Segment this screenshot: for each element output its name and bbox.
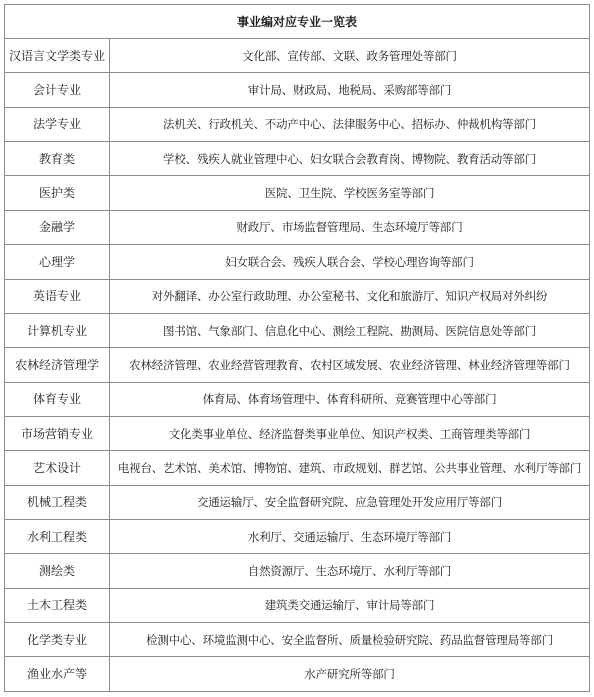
departments-cell: 文化类事业单位、经济监督类事业单位、知识产权类、工商管理类等部门 bbox=[110, 416, 590, 450]
departments-cell: 水利厅、交通运输厅、生态环境厅等部门 bbox=[110, 520, 590, 554]
departments-cell: 法机关、行政机关、不动产中心、法律服务中心、招标办、仲裁机构等部门 bbox=[110, 107, 590, 141]
departments-cell: 审计局、财政局、地税局、采购部等部门 bbox=[110, 73, 590, 107]
table-body bbox=[5, 39, 590, 692]
major-cell: 化学类专业 bbox=[5, 623, 110, 657]
major-cell: 计算机专业 bbox=[5, 313, 110, 347]
major-cell: 土木工程类 bbox=[5, 588, 110, 622]
major-cell: 市场营销专业 bbox=[5, 416, 110, 450]
table-row bbox=[5, 416, 590, 450]
departments-cell: 建筑类交通运输厅、审计局等部门 bbox=[110, 588, 590, 622]
departments-cell: 医院、卫生院、学校医务室等部门 bbox=[110, 176, 590, 210]
departments-cell: 妇女联合会、残疾人联合会、学校心理咨询等部门 bbox=[110, 245, 590, 279]
major-cell: 农林经济管理学 bbox=[5, 348, 110, 382]
departments-cell: 水产研究所等部门 bbox=[110, 657, 590, 692]
major-cell: 心理学 bbox=[5, 245, 110, 279]
major-department-table bbox=[4, 4, 590, 692]
major-cell: 测绘类 bbox=[5, 554, 110, 588]
table-row bbox=[5, 39, 590, 73]
departments-cell: 自然资源厅、生态环境厅、水利厅等部门 bbox=[110, 554, 590, 588]
table-row bbox=[5, 142, 590, 176]
table-row bbox=[5, 245, 590, 279]
departments-cell: 图书馆、气象部门、信息化中心、测绘工程院、勘测局、医院信息处等部门 bbox=[110, 313, 590, 347]
major-cell: 渔业水产等 bbox=[5, 657, 110, 692]
departments-cell: 对外翻译、办公室行政助理、办公室秘书、文化和旅游厅、知识产权局对外纠纷 bbox=[110, 279, 590, 313]
table-row bbox=[5, 210, 590, 244]
table-row bbox=[5, 451, 590, 485]
major-cell: 医护类 bbox=[5, 176, 110, 210]
table-row bbox=[5, 382, 590, 416]
table-row bbox=[5, 623, 590, 657]
major-cell: 水利工程类 bbox=[5, 520, 110, 554]
departments-cell: 电视台、艺术馆、美术馆、博物馆、建筑、市政规划、群艺馆、公共事业管理、水利厅等部门 bbox=[110, 451, 590, 485]
table-row bbox=[5, 520, 590, 554]
table-row bbox=[5, 313, 590, 347]
table-row bbox=[5, 176, 590, 210]
departments-cell: 财政厅、市场监督管理局、生态环境厅等部门 bbox=[110, 210, 590, 244]
table-row bbox=[5, 279, 590, 313]
departments-cell: 体育局、体育场管理中、体育科研所、竞赛管理中心等部门 bbox=[110, 382, 590, 416]
major-cell: 英语专业 bbox=[5, 279, 110, 313]
major-cell: 机械工程类 bbox=[5, 485, 110, 519]
departments-cell: 交通运输厅、安全监督研究院、应急管理处开发应用厅等部门 bbox=[110, 485, 590, 519]
departments-cell: 学校、残疾人就业管理中心、妇女联合会教育岗、博物院、教育活动等部门 bbox=[110, 142, 590, 176]
major-department-table-sheet bbox=[4, 4, 590, 692]
departments-cell: 农林经济管理、农业经营管理教育、农村区域发展、农业经济管理、林业经济管理等部门 bbox=[110, 348, 590, 382]
major-cell: 汉语言文学类专业 bbox=[5, 39, 110, 73]
table-row bbox=[5, 485, 590, 519]
major-cell: 教育类 bbox=[5, 142, 110, 176]
major-cell: 体育专业 bbox=[5, 382, 110, 416]
table-row bbox=[5, 657, 590, 692]
departments-cell: 检测中心、环境监测中心、安全监督所、质量检验研究院、药品监督管理局等部门 bbox=[110, 623, 590, 657]
table-row bbox=[5, 73, 590, 107]
major-cell: 金融学 bbox=[5, 210, 110, 244]
table-row bbox=[5, 554, 590, 588]
table-row bbox=[5, 348, 590, 382]
table-row bbox=[5, 107, 590, 141]
table-title-row bbox=[5, 5, 590, 39]
table-row bbox=[5, 588, 590, 622]
major-cell: 艺术设计 bbox=[5, 451, 110, 485]
table-title: 事业编对应专业一览表 bbox=[5, 5, 590, 39]
major-cell: 法学专业 bbox=[5, 107, 110, 141]
departments-cell: 文化部、宣传部、文联、政务管理处等部门 bbox=[110, 39, 590, 73]
major-cell: 会计专业 bbox=[5, 73, 110, 107]
